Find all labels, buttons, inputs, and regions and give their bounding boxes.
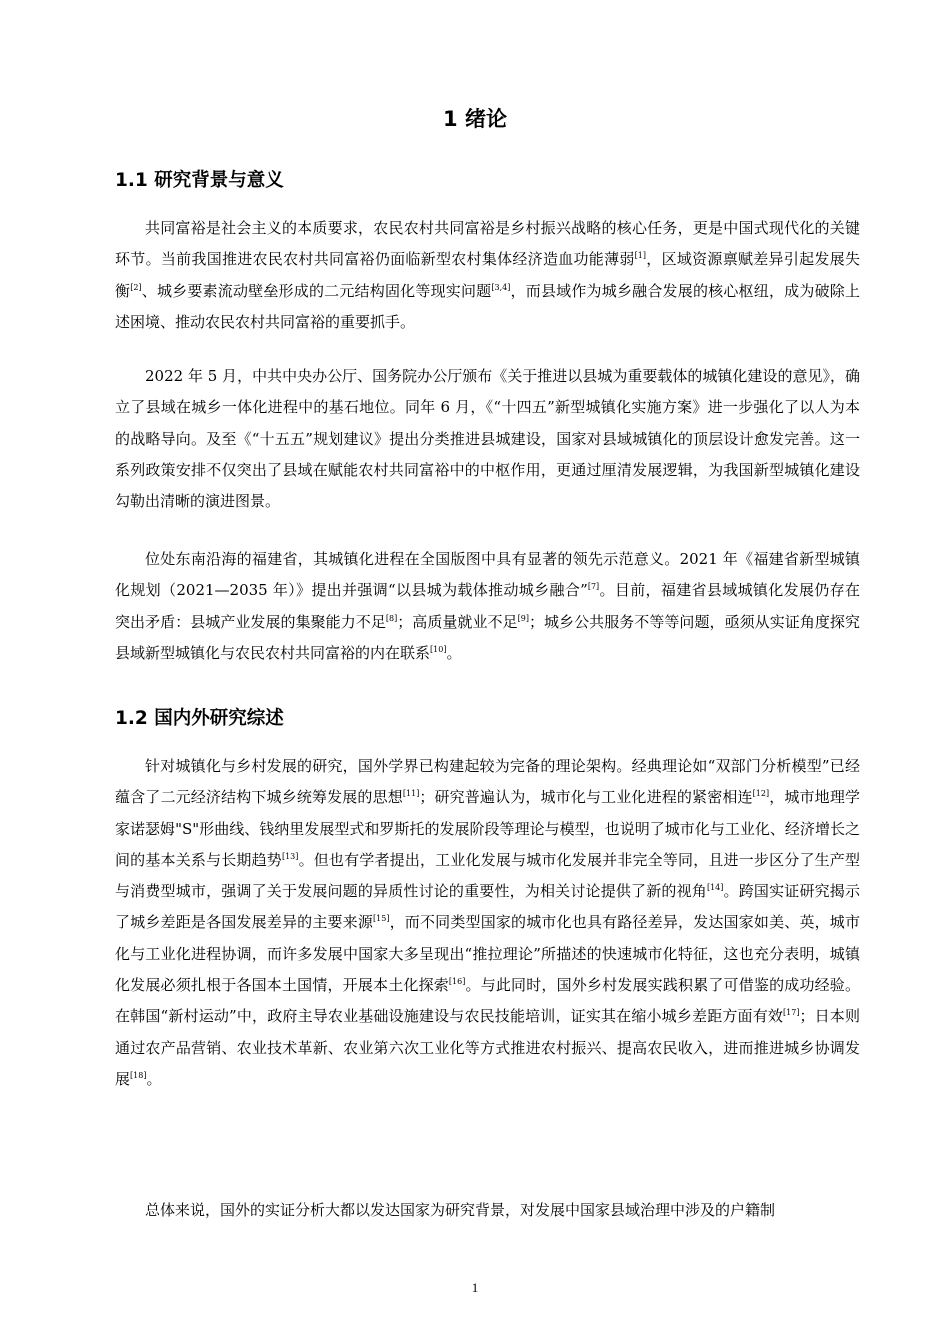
text-run: 位处东南沿海的福建省，其城镇化进程在全国版图中具有显著的领先示范意义。2021 年《福建省新型城镇化规划（2021—2035 年）》提出并强调“以县城为载体推动城乡融合”: [115, 550, 860, 600]
citation-ref: [1]: [634, 251, 646, 261]
text-run: 。但也有学者提出，工业化发展与城市化发展并非完全等同，且进一步区分了生产型与消费型城市，强调了关于发展问题的异质性讨论的重要性，为相关讨论提供了新的视角: [115, 850, 860, 901]
text-run: ；城乡公共服务不等等问题，亟须从实证角度探究县域新型城镇化与农民农村共同富裕的内在联系: [115, 612, 860, 662]
citation-ref: [2]: [130, 282, 142, 292]
citation-ref: [7]: [587, 582, 600, 592]
text-run: ，城市地理学家诺瑟姆"S"形曲线、钱纳里发展型式和罗斯托的发展阶段等理论与模型，也说明了城市化与工业化、经济增长之间的基本关系与长期趋势: [115, 788, 860, 869]
page-number: 1: [471, 1280, 479, 1295]
text-run: ，而不同类型国家的城市化也具有路径差异，发达国家如美、英，城市化与工业化进程协调，而许多发展中国家大多呈现出“推拉理论”所描述的快速城市化特征，这也充分表明，城镇化发展必须扎根于各国本土国情，开展本土化探索: [115, 913, 860, 995]
paragraph-common-prosperity: [115, 213, 860, 338]
text-run: 。跨国实证研究揭示了城乡差距是各国发展差异的主要来源: [115, 882, 860, 932]
chapter-title: 1 绪论: [443, 107, 507, 131]
citation-ref: [10]: [430, 644, 447, 654]
citation-ref: [12]: [752, 789, 770, 799]
text-run: 、城乡要素流动壁垒形成的二元结构固化等现实问题: [141, 281, 492, 300]
citation-ref: [13]: [281, 851, 299, 861]
citation-ref: [9]: [517, 613, 529, 623]
citation-ref: [14]: [706, 883, 724, 893]
paragraph-fujian: [115, 544, 860, 669]
section-title-literature-review: 1.2 国内外研究综述: [115, 708, 284, 729]
citation-ref: [11]: [402, 789, 420, 799]
text-run: ，而县域作为城乡融合发展的核心枢纽，成为破除上述困境、推动农民农村共同富裕的重要抓手。: [115, 281, 860, 331]
citation-ref: [8]: [385, 613, 398, 623]
citation-ref: [15]: [373, 914, 390, 924]
text-run: ；高质量就业不足: [397, 612, 518, 631]
text-run: 针对城镇化与乡村发展的研究，国外学界已构建起较为完备的理论架构。经典理论如“双部门分析模型”已经蕴含了二元经济结构下城乡统筹发展的思想: [115, 757, 860, 807]
citation-ref: [18]: [130, 1070, 147, 1080]
paragraph-foreign-research: [115, 751, 860, 1095]
citation-ref: [17]: [783, 1008, 800, 1018]
citation-ref: [3,4]: [491, 282, 511, 292]
text-run: ；日本则通过农产品营销、农业技术革新、农业第六次工业化等方式推进农村振兴、提高农民收入，进而推进城乡协调发展: [115, 1007, 860, 1088]
paragraph-summary: [115, 1195, 860, 1226]
text-run: 2022 年 5 月，中共中央办公厅、国务院办公厅颁布《关于推进以县城为重要载体的城镇化建设的意见》，确立了县域在城乡一体化进程中的基石地位。同年 6 月，《“十四五”新型城镇化实施方案》进一步强化了以人为本的战略导向。及至《“十五五”规划建议》提出分类推进县城建设，国家对县域城镇化的顶层设计愈发完善。这一系列政策安排不仅突出了县域在赋能农村共同富裕中的中枢作用，更通过厘清发展逻辑，为我国新型城镇化建设勾勒出清晰的演进图景。: [115, 367, 860, 511]
section-title-background: 1.1 研究背景与意义: [115, 170, 284, 191]
text-run: 。目前，福建省县域城镇化发展仍存在突出矛盾：县城产业发展的集聚能力不足: [115, 581, 860, 631]
citation-ref: [16]: [448, 977, 466, 987]
text-run: ；研究普遍认为，城市化与工业化进程的紧密相连: [419, 788, 753, 807]
paragraph-policy: [115, 361, 860, 517]
text-run: ，区域资源禀赋差异引起发展失衡: [115, 250, 860, 300]
text-run: 。: [446, 643, 462, 662]
text-run: 。: [146, 1069, 162, 1088]
text-run: 。与此同时，国外乡村发展实践积累了可借鉴的成功经验。在韩国“新村运动”中，政府主导农业基础设施建设与农民技能培训，证实其在缩小城乡差距方面有效: [115, 976, 860, 1026]
text-run: 共同富裕是社会主义的本质要求，农民农村共同富裕是乡村振兴战略的核心任务，更是中国式现代化的关键环节。当前我国推进农民农村共同富裕仍面临新型农村集体经济造血功能薄弱: [115, 219, 860, 269]
text-run: 总体来说，国外的实证分析大都以发达国家为研究背景，对发展中国家县域治理中涉及的户籍制: [145, 1201, 776, 1219]
